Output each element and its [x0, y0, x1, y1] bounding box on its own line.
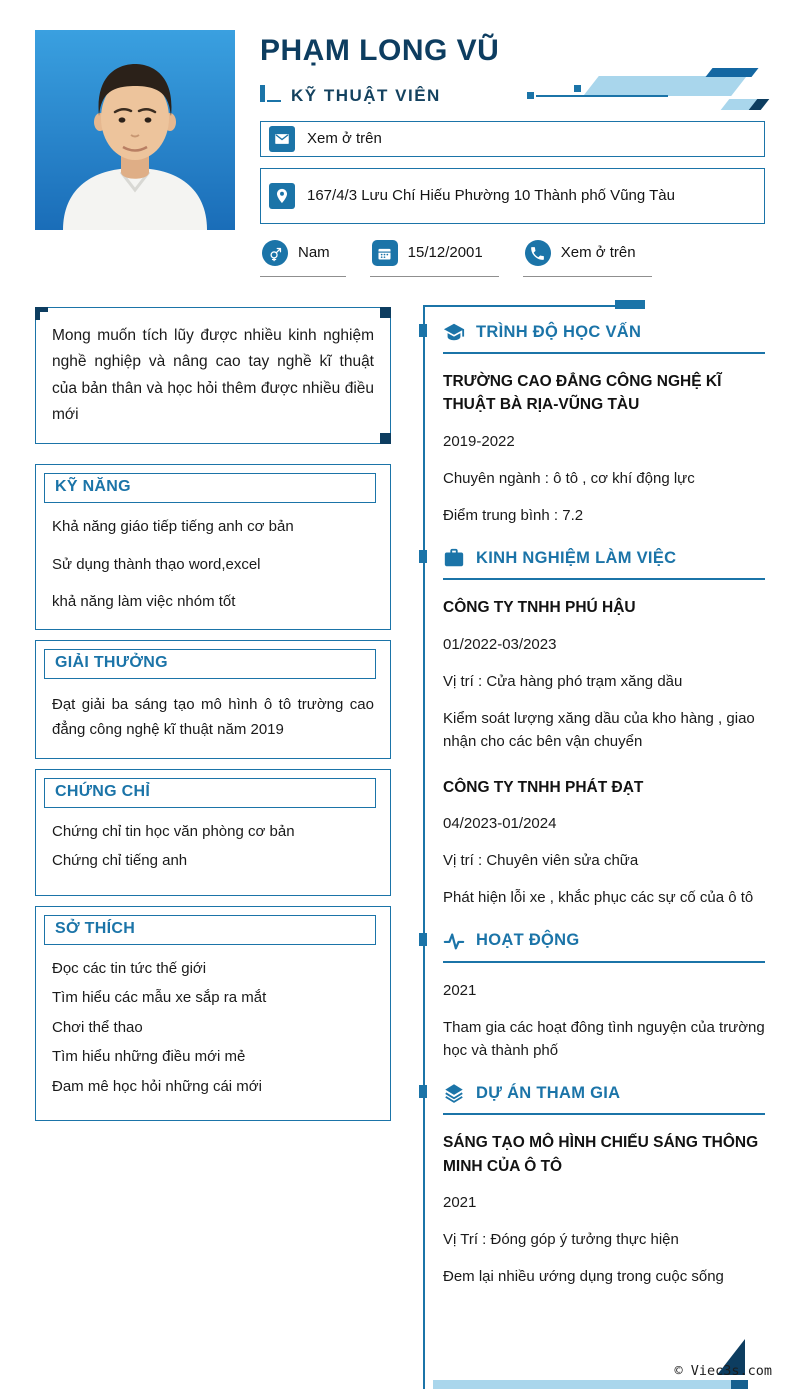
phone-value: Xem ở trên [560, 243, 636, 261]
job-desc: Phát hiện lỗi xe , khắc phục các sự cố của ô tô [443, 889, 754, 907]
job-role: Vị trí : Cửa hàng phó trạm xăng dầu [443, 672, 683, 690]
projects-title: DỰ ÁN THAM GIA [476, 1083, 621, 1102]
project-year: 2021 [443, 1193, 477, 1211]
profile-photo [35, 30, 235, 230]
column-top-decoration [615, 300, 645, 309]
certificates-heading: CHỨNG CHỈ [44, 778, 376, 808]
job-role: Vị trí : Chuyên viên sửa chữa [443, 852, 639, 869]
job-title-row [260, 82, 765, 110]
skill-item: khả năng làm việc nhóm tốt [52, 593, 236, 611]
job-period: 04/2023-01/2024 [443, 814, 557, 832]
project-role: Vị Trí : Đóng góp ý tưởng thực hiện [443, 1231, 679, 1248]
certificate-item: Chứng chỉ tiếng anh [52, 852, 188, 870]
gender-icon [262, 240, 288, 266]
bottom-bar-end-decoration [731, 1380, 748, 1389]
company-name: CÔNG TY TNHH PHÁT ĐẠT [443, 778, 644, 796]
section-skills [35, 464, 391, 630]
education-gpa: Điểm trung bình : 7.2 [443, 507, 584, 524]
activity-year: 2021 [443, 981, 477, 999]
birthday-value: 15/12/2001 [407, 243, 483, 261]
section-awards [35, 640, 391, 759]
experience-heading [443, 547, 765, 580]
job-title: KỸ THUẬT VIÊN [291, 86, 441, 105]
hobby-item: Đam mê học hỏi những cái mới [52, 1077, 262, 1095]
address-value: 167/4/3 Lưu Chí Hiếu Phường 10 Thành phố Vũng Tàu [307, 186, 675, 204]
gender-item [260, 240, 346, 277]
gender-value: Nam [298, 243, 330, 261]
project-name: SÁNG TẠO MÔ HÌNH CHIẾU SÁNG THÔNG MINH CỦA Ô TÔ [443, 1134, 759, 1175]
email-row [260, 121, 765, 157]
projects-heading [443, 1082, 765, 1115]
body-columns [0, 307, 800, 1389]
activities-title: HOẠT ĐỘNG [476, 931, 580, 949]
right-column [423, 307, 765, 1389]
graduation-cap-icon [443, 321, 465, 343]
certificate-item: Chứng chỉ tin học văn phòng cơ bản [52, 822, 295, 840]
awards-body [36, 679, 390, 758]
section-education [443, 321, 765, 527]
header-decoration [530, 68, 765, 120]
job-period: 01/2022-03/2023 [443, 635, 557, 653]
title-decoration-icon [260, 85, 281, 107]
header-info [260, 30, 765, 277]
calendar-icon [372, 240, 398, 266]
hobby-item: Tìm hiểu những điều mới mẻ [52, 1048, 246, 1066]
education-title: TRÌNH ĐỘ HỌC VẤN [476, 322, 642, 341]
watermark: © Viec3s.com [674, 1363, 772, 1379]
envelope-icon [269, 126, 295, 152]
address-row [260, 168, 765, 224]
job-desc: Kiểm soát lượng xăng dầu của kho hàng , giao nhận cho các bên vận chuyển [443, 710, 755, 751]
layers-icon [443, 1082, 465, 1104]
skill-item: Khả năng giáo tiếp tiếng anh cơ bản [52, 518, 294, 536]
education-heading [443, 321, 765, 354]
hobby-item: Đọc các tin tức thế giới [52, 959, 207, 977]
section-projects [443, 1082, 765, 1288]
header [0, 0, 800, 277]
birthday-item [370, 240, 499, 277]
phone-icon [525, 240, 551, 266]
hobbies-heading: SỞ THÍCH [44, 915, 376, 945]
section-hobbies [35, 906, 391, 1122]
left-column [35, 307, 391, 1389]
hobby-item: Tìm hiểu các mẫu xe sắp ra mắt [52, 989, 267, 1007]
company-name: CÔNG TY TNHH PHÚ HẬU [443, 599, 636, 617]
section-activities [443, 930, 765, 1063]
objective-box [35, 307, 391, 444]
education-major: Chuyên ngành : ô tô , cơ khí động lực [443, 469, 695, 487]
award-text: Đạt giải ba sáng tạo mô hình ô tô trường cao đẳng công nghệ kĩ thuật năm 2019 [52, 695, 374, 739]
briefcase-icon [443, 547, 465, 569]
skills-list [36, 503, 390, 629]
hobbies-list [36, 945, 390, 1121]
section-certificates [35, 769, 391, 896]
section-experience [443, 547, 765, 909]
profile-photo-image [35, 30, 235, 230]
certificates-list [36, 808, 390, 895]
hobby-item: Chơi thể thao [52, 1018, 143, 1036]
project-desc: Đem lại nhiều ướng dụng trong cuộc sống [443, 1268, 724, 1286]
phone-item [523, 240, 652, 277]
location-pin-icon [269, 183, 295, 209]
awards-heading: GIẢI THƯỞNG [44, 649, 376, 679]
pulse-icon [443, 930, 465, 952]
email-value: Xem ở trên [307, 129, 382, 147]
activities-heading [443, 930, 765, 963]
candidate-name: PHẠM LONG VŨ [260, 34, 500, 67]
contact-row [260, 240, 765, 277]
school-name: TRƯỜNG CAO ĐẲNG CÔNG NGHỆ KĨ THUẬT BÀ RỊA-VŨNG TÀU [443, 373, 722, 414]
skills-heading: KỸ NĂNG [44, 473, 376, 503]
skill-item: Sử dụng thành thạo word,excel [52, 555, 261, 573]
objective-text: Mong muốn tích lũy được nhiều kinh nghiệm nghề nghiệp và nâng cao tay nghề kĩ thuật của bản thân và học hỏi thêm được nhiều điều mới [52, 327, 374, 424]
activity-desc: Tham gia các hoạt đông tình nguyện của trường học và thành phố [443, 1018, 765, 1059]
bottom-bar-decoration [433, 1380, 731, 1389]
experience-title: KINH NGHIỆM LÀM VIỆC [476, 548, 677, 567]
education-years: 2019-2022 [443, 432, 515, 450]
